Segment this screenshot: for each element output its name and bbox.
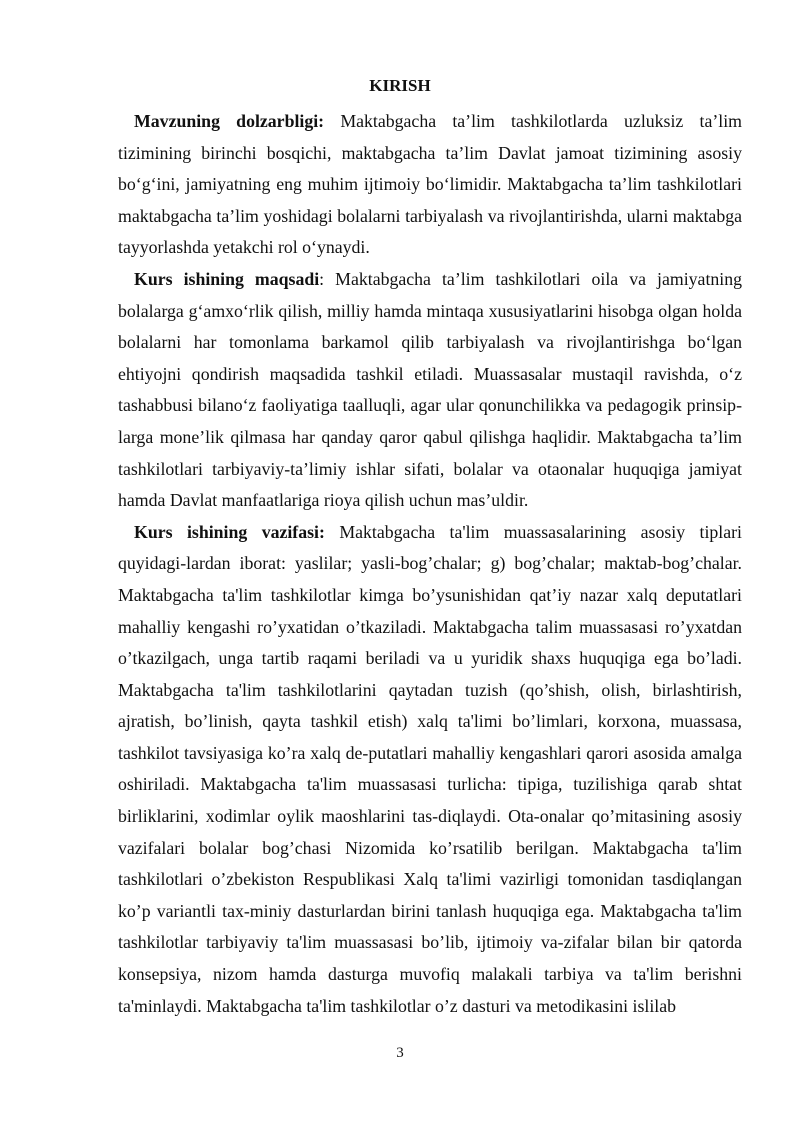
paragraph-lead: Mavzuning dolzarbligi: (134, 111, 325, 131)
paragraph-lead: Kurs ishining vazifasi: (134, 521, 325, 542)
page-number: 3 (396, 1045, 404, 1061)
paragraph-text: : Maktabgacha ta’lim tashkilotlari oila va jamiyatning bolalarga g‘amxo‘rlik qilish, milliy hamda mintaqa xususiyatlarini hisobga olgan holda bolalarni har tomonlama barkamol qilib tarbiyalash va rivojlantirishga bo‘lgan ehtiyojni qondirish maqsadida tashkil etiladi. Muassasalar mustaqil ravishda, o‘z tashabbusi bilano‘z faoliyatiga taalluqli, agar ular qonunchilikka va pedagogik prinsip-larga mone’lik qilmasa har qanday qaror qabul qilishga haqlidir. Maktabgacha ta’lim tashkilotlari tarbiyaviy-ta’limiy ishlar sifati, bolalar va otaonalar huquqiga jamiyat hamda Davlat manfaatlariga rioya qilish uchun mas’uldir. (118, 268, 742, 511)
page-title: KIRISH (369, 76, 431, 95)
paragraph-goal (118, 264, 742, 517)
paragraph-text: Maktabgacha ta’lim tashkilotlarda uzluksiz ta’lim tizimining birinchi bosqichi, maktabgacha ta’lim Davlat jamoat tizimining asosiy bo‘g‘ini, jamiyatning eng muhim ijtimoiy bo‘limidir. Maktabgacha ta’lim tashkilotlari maktabgacha ta’lim yoshidagi bolalarni tarbiyalash va rivojlantirishda, ularni maktabga tayyorlashda yetakchi rol o‘ynaydi. (118, 111, 742, 258)
paragraph-text: Maktabgacha ta'lim muassasalarining asosiy tiplari quyidagi-lardan iborat: yaslilar; yasli-bog’chalar; g) bog’chalar; maktab-bog’chalar. Maktabgacha ta'lim tashkilotlar kimga bo’ysunishidan qat’iy nazar xalq deputatlari mahalliy kengashi ro’yxatidan o’tkaziladi. Maktabgacha talim muassasasi ro’yxatdan o’tkazilgach, unga tartib raqami beriladi va u yuridik shaxs huquqiga ega bo’ladi. Maktabgacha ta'lim tashkilotlarini qaytadan tuzish (qo’shish, olish, birlashtirish, ajratish, bo’linish, qayta tashkil etish) xalq ta'limi bo’limlari, korxona, muassasa, tashkilot tavsiyasiga ko’ra xalq de-putatlari mahalliy kengashlari qarori asosida amalga oshiriladi. Maktabgacha ta'lim muassasasi turlicha: tipiga, tuzilishiga qarab shtat birliklarini, xodimlar oylik maoshlarini tas-diqlaydi. Ota-onalar qo’mitasining asosiy vazifalari bolalar bog’chasi Nizomida ko’rsatilib berilgan. Maktabgacha ta'lim tashkilotlari o’zbekiston Respublikasi Xalq ta'limi vazirligi tomonidan tasdiqlangan ko’p variantli tax-miniy dasturlardan birini tanlash huquqiga ega. Maktabgacha ta'lim tashkilotlar tarbiyaviy ta'lim muassasasi bo’lib, ijtimoiy va-zifalar bilan bir qatorda konsepsiya, nizom hamda dasturga muvofiq malakali tarbiya va ta'lim berishni ta'minlaydi. Maktabgacha ta'lim tashkilotlar o’z dasturi va metodikasini islilab (118, 521, 742, 1016)
paragraph-lead: Kurs ishining maqsadi (134, 268, 320, 289)
paragraph-relevance (118, 106, 742, 264)
paragraph-tasks (118, 517, 742, 1023)
document-body (118, 106, 742, 1022)
